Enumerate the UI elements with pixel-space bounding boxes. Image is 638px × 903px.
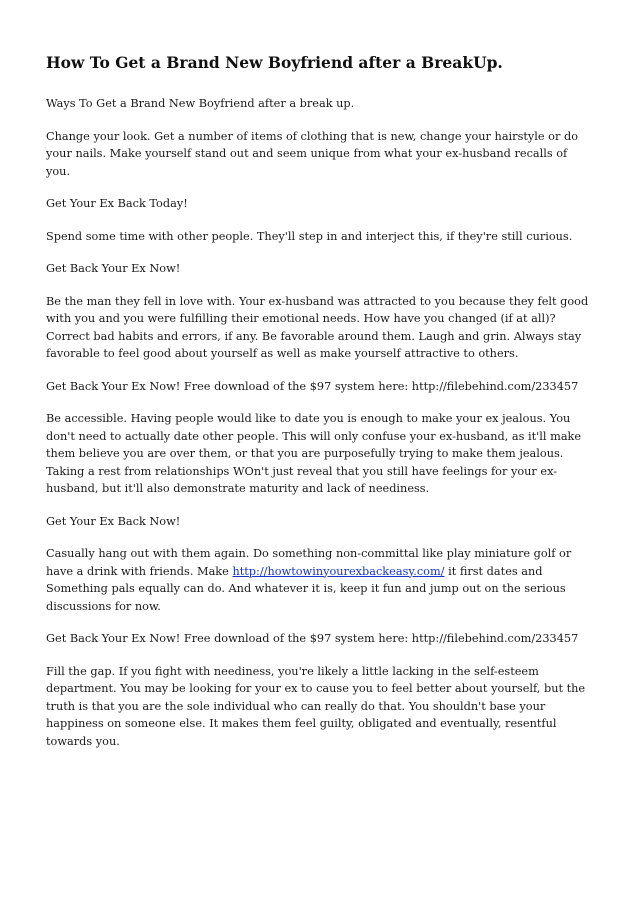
page-title: How To Get a Brand New Boyfriend after a BreakUp.: [46, 53, 503, 72]
paragraph-hang-out-after: it first dates and Something pals equally can do. And whatever it is, keep it fun and jump out on the serious discussions for now.: [46, 564, 566, 613]
paragraph-callout-1: Get Your Ex Back Today!: [46, 197, 188, 210]
paragraph-hang-out-before: Casually hang out with them again. Do something non-committal like play miniature golf or have a drink with friends. Make: [46, 547, 572, 578]
paragraph-callout-3: Get Back Your Ex Now! Free download of the $97 system here: http://filebehind.com/233457: [46, 379, 579, 393]
paragraph-be-accessible: Be accessible. Having people would like to date you is enough to make your ex jealous. You don't need to actually date other people. This will only confuse your ex-husband, as it'll make them believe you are over them, or that you are purposefully trying to make them jealous. Taking a rest from relationships WOn't just reveal that you still have feelings for your ex-husband, but it'll also demonstrate maturity and lack of neediness.: [46, 412, 582, 495]
paragraph-callout-5: Get Back Your Ex Now! Free download of the $97 system here: http://filebehind.com/233457: [46, 632, 579, 645]
document-page: [46, 40, 594, 765]
paragraph-be-the-man: Be the man they fell in love with. Your ex-husband was attracted to you because they felt good with you and you were fulfilling their emotional needs. How have you changed (if at all)? Correct bad habits and errors, if any. Be favorable around them. Laugh and grin. Always stay favorable to feel good about yourself as well as make yourself attractive to others.: [46, 294, 589, 360]
paragraph-callout-4: Get Your Ex Back Now!: [46, 514, 181, 528]
paragraph-fill-gap: Fill the gap. If you fight with neediness, you're likely a little lacking in the self-esteem department. You may be looking for your ex to cause you to feel better about yourself, but the truth is that you are the sole individual who can really do that. You shouldn't base your happiness on someone else. It makes them feel guilty, obligated and eventually, resentful towards you.: [46, 664, 586, 748]
paragraph-spend-time: Spend some time with other people. They'll step in and interject this, if they're still curious.: [46, 229, 573, 243]
paragraph-callout-2: Get Back Your Ex Now!: [46, 262, 181, 275]
paragraph-hang-out: [46, 545, 594, 615]
paragraph-intro: Ways To Get a Brand New Boyfriend after a break up.: [46, 97, 355, 110]
paragraph-change-look: Change your look. Get a number of items of clothing that is new, change your hairstyle or do your nails. Make yourself stand out and seem unique from what your ex-husband recalls of you.: [46, 129, 579, 178]
howtowin-link[interactable]: http://howtowinyourexbackeasy.com/: [232, 564, 445, 578]
